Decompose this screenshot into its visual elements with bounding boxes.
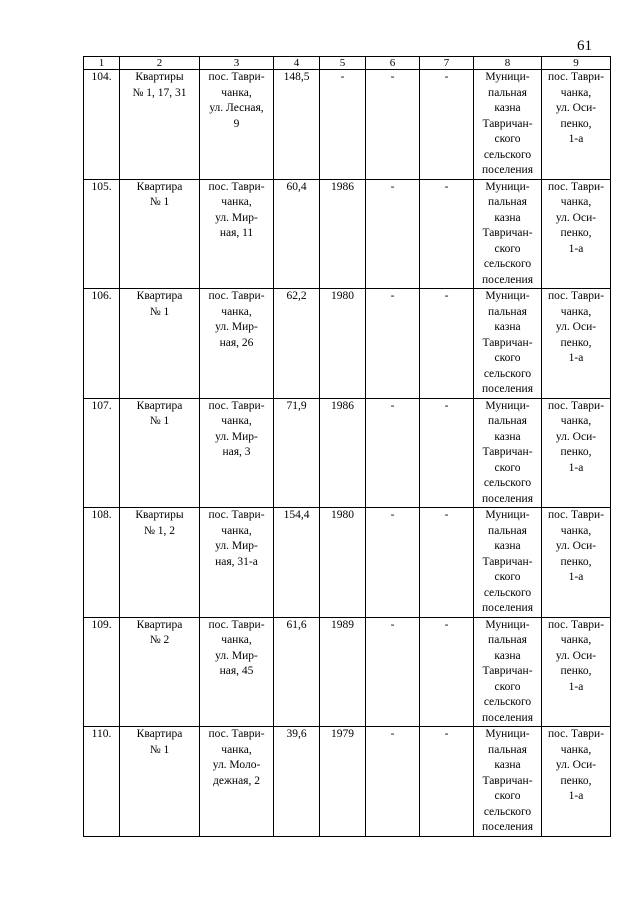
- column-6-cell: -: [366, 179, 420, 289]
- holder-cell-line: ул. Оси-: [555, 321, 597, 333]
- column-7-cell: -: [420, 727, 474, 837]
- owner-cell-line: казна: [494, 211, 521, 224]
- address-cell-line: пос. Таври-: [208, 728, 265, 740]
- object-name-cell-line: № 2: [149, 634, 170, 646]
- owner-cell-line: ского: [494, 352, 521, 364]
- owner-cell-line: пальная: [488, 196, 527, 208]
- address-cell-line: чанка,: [221, 634, 252, 646]
- holder-cell-line: пос. Таври-: [547, 290, 605, 302]
- owner-cell: [474, 398, 542, 508]
- holder-cell-line: чанка,: [560, 305, 592, 318]
- holder-cell-line: пос. Таври-: [547, 180, 605, 193]
- area-cell: 61,6: [274, 617, 320, 727]
- address-cell-line: ул. Мир-: [215, 321, 258, 333]
- owner-cell-line: Муници-: [485, 290, 530, 302]
- owner-cell-line: пальная: [488, 634, 527, 646]
- holder-cell-line: 1-а: [568, 680, 584, 693]
- owner-cell-line: поселения: [482, 602, 533, 614]
- column-6-cell: -: [366, 289, 420, 399]
- year-cell: 1980: [320, 508, 366, 618]
- owner-cell-line: ского: [494, 790, 521, 802]
- address-cell-line: чанка,: [221, 524, 252, 537]
- object-name-cell: [120, 508, 200, 618]
- owner-cell-line: казна: [494, 540, 521, 552]
- holder-cell: [542, 617, 611, 727]
- owner-cell-line: сельского: [483, 805, 532, 818]
- owner-cell-line: ского: [494, 571, 521, 583]
- owner-cell-line: сельского: [483, 258, 532, 270]
- address-cell-line: ул. Мир-: [215, 540, 258, 552]
- owner-cell-line: сельского: [483, 148, 532, 161]
- owner-cell-line: пальная: [488, 524, 527, 537]
- year-cell: 1980: [320, 289, 366, 399]
- column-6-cell: -: [366, 617, 420, 727]
- address-cell-line: 9: [233, 117, 240, 130]
- owner-cell-line: Муници-: [485, 618, 530, 631]
- column-7-cell: -: [420, 398, 474, 508]
- address-cell-line: ул. Моло-: [212, 759, 261, 771]
- object-name-cell-line: № 1, 17, 31: [132, 86, 187, 99]
- address-cell-line: ул. Лесная,: [209, 102, 264, 114]
- column-6-cell: -: [366, 727, 420, 837]
- owner-cell-line: сельского: [483, 696, 532, 708]
- holder-cell-line: пенко,: [560, 555, 592, 568]
- holder-cell-line: ул. Оси-: [555, 759, 597, 771]
- holder-cell-line: ул. Оси-: [555, 430, 597, 443]
- object-name-cell-line: № 1: [149, 196, 170, 208]
- owner-cell-line: Муници-: [485, 399, 530, 412]
- address-cell-line: дежная, 2: [213, 774, 260, 787]
- holder-cell-line: ул. Оси-: [555, 211, 597, 224]
- property-registry-table: [83, 56, 611, 837]
- object-name-cell-line: № 1, 2: [143, 524, 176, 537]
- owner-cell: [474, 70, 542, 180]
- address-cell-line: пос. Таври-: [208, 509, 265, 521]
- owner-cell-line: казна: [494, 102, 521, 114]
- owner-cell-line: поселения: [482, 821, 533, 833]
- holder-cell-line: чанка,: [560, 415, 592, 427]
- object-name-cell-line: Квартира: [136, 290, 183, 302]
- owner-cell-line: поселения: [482, 164, 533, 176]
- holder-cell-line: 1-а: [568, 461, 584, 474]
- column-header: 5: [320, 57, 366, 70]
- column-7-cell: -: [420, 70, 474, 180]
- owner-cell-line: Муници-: [485, 71, 530, 83]
- owner-cell-line: Тавричан-: [482, 774, 533, 787]
- holder-cell-line: 1-а: [568, 242, 584, 255]
- column-6-cell: -: [366, 70, 420, 180]
- holder-cell-line: пос. Таври-: [547, 399, 605, 412]
- holder-cell-line: пос. Таври-: [547, 728, 605, 740]
- owner-cell-line: Муници-: [485, 728, 530, 740]
- holder-cell-line: пос. Таври-: [547, 509, 605, 521]
- column-7-cell: -: [420, 179, 474, 289]
- holder-cell-line: ул. Оси-: [555, 102, 597, 114]
- area-cell: 148,5: [274, 70, 320, 180]
- owner-cell-line: Муници-: [485, 509, 530, 521]
- holder-cell-line: 1-а: [568, 571, 584, 583]
- object-name-cell-line: № 1: [149, 305, 170, 318]
- table-row: [84, 70, 611, 180]
- area-cell: 62,2: [274, 289, 320, 399]
- object-name-cell-line: Квартира: [136, 180, 183, 193]
- column-header: 3: [200, 57, 274, 70]
- column-7-cell: -: [420, 617, 474, 727]
- holder-cell-line: чанка,: [560, 743, 592, 756]
- owner-cell-line: ского: [494, 680, 521, 693]
- owner-cell-line: казна: [494, 430, 521, 443]
- address-cell-line: пос. Таври-: [208, 290, 265, 302]
- object-name-cell-line: Квартира: [136, 728, 183, 740]
- table-row: [84, 179, 611, 289]
- object-name-cell: [120, 617, 200, 727]
- address-cell-line: чанка,: [221, 86, 252, 99]
- owner-cell-line: Тавричан-: [482, 555, 533, 568]
- holder-cell-line: пенко,: [560, 227, 592, 239]
- address-cell-line: пос. Таври-: [208, 399, 265, 412]
- object-name-cell: [120, 289, 200, 399]
- table-row: [84, 289, 611, 399]
- table-row: [84, 617, 611, 727]
- row-number-cell: 108.: [84, 508, 120, 618]
- object-name-cell: [120, 727, 200, 837]
- owner-cell-line: казна: [494, 649, 521, 662]
- holder-cell-line: чанка,: [560, 524, 592, 537]
- address-cell-line: ная, 11: [219, 227, 254, 239]
- owner-cell-line: поселения: [482, 383, 533, 395]
- holder-cell-line: ул. Оси-: [555, 649, 597, 662]
- owner-cell-line: Муници-: [485, 180, 530, 193]
- address-cell: [200, 508, 274, 618]
- address-cell: [200, 727, 274, 837]
- address-cell: [200, 398, 274, 508]
- holder-cell-line: 1-а: [568, 790, 584, 802]
- owner-cell-line: казна: [494, 759, 521, 771]
- table-row: [84, 398, 611, 508]
- year-cell: 1986: [320, 398, 366, 508]
- area-cell: 39,6: [274, 727, 320, 837]
- column-header: 4: [274, 57, 320, 70]
- object-name-cell: [120, 70, 200, 180]
- holder-cell-line: чанка,: [560, 86, 592, 99]
- object-name-cell-line: № 1: [149, 415, 170, 427]
- address-cell-line: ная, 31-а: [215, 555, 258, 568]
- row-number-cell: 106.: [84, 289, 120, 399]
- owner-cell-line: сельского: [483, 367, 532, 380]
- owner-cell: [474, 617, 542, 727]
- table-row: [84, 727, 611, 837]
- object-name-cell-line: Квартира: [136, 399, 183, 412]
- owner-cell-line: ского: [494, 242, 521, 255]
- address-cell-line: чанка,: [221, 415, 252, 427]
- column-header: 9: [542, 57, 611, 70]
- object-name-cell-line: № 1: [149, 743, 170, 756]
- address-cell-line: чанка,: [221, 743, 252, 756]
- page-number: 61: [577, 38, 592, 54]
- area-cell: 71,9: [274, 398, 320, 508]
- owner-cell: [474, 727, 542, 837]
- owner-cell-line: поселения: [482, 492, 533, 505]
- row-number-cell: 104.: [84, 70, 120, 180]
- holder-cell: [542, 508, 611, 618]
- holder-cell: [542, 398, 611, 508]
- column-header: 8: [474, 57, 542, 70]
- owner-cell-line: поселения: [482, 711, 533, 724]
- owner-cell-line: Тавричан-: [482, 227, 533, 239]
- holder-cell: [542, 289, 611, 399]
- address-cell-line: пос. Таври-: [208, 180, 265, 193]
- owner-cell: [474, 508, 542, 618]
- column-7-cell: -: [420, 289, 474, 399]
- object-name-cell-line: Квартиры: [135, 71, 184, 83]
- column-header: 2: [120, 57, 200, 70]
- address-cell-line: ул. Мир-: [215, 649, 258, 662]
- owner-cell-line: пальная: [488, 305, 527, 318]
- owner-cell: [474, 179, 542, 289]
- row-number-cell: 110.: [84, 727, 120, 837]
- owner-cell-line: сельского: [483, 586, 532, 599]
- holder-cell: [542, 70, 611, 180]
- table-row: [84, 508, 611, 618]
- holder-cell: [542, 727, 611, 837]
- owner-cell-line: пальная: [488, 743, 527, 756]
- holder-cell-line: пенко,: [560, 665, 592, 677]
- holder-cell-line: пенко,: [560, 774, 592, 787]
- address-cell: [200, 289, 274, 399]
- address-cell-line: пос. Таври-: [208, 71, 265, 83]
- address-cell-line: ул. Мир-: [215, 211, 258, 224]
- owner-cell-line: казна: [494, 321, 521, 333]
- row-number-cell: 109.: [84, 617, 120, 727]
- owner-cell-line: ского: [494, 133, 521, 145]
- holder-cell-line: пенко,: [560, 446, 592, 458]
- owner-cell-line: Тавричан-: [482, 665, 533, 677]
- area-cell: 60,4: [274, 179, 320, 289]
- holder-cell-line: чанка,: [560, 196, 592, 208]
- address-cell: [200, 179, 274, 289]
- year-cell: 1979: [320, 727, 366, 837]
- column-6-cell: -: [366, 508, 420, 618]
- owner-cell: [474, 289, 542, 399]
- holder-cell-line: чанка,: [560, 634, 592, 646]
- address-cell: [200, 70, 274, 180]
- column-header: 6: [366, 57, 420, 70]
- holder-cell-line: 1-а: [568, 133, 584, 145]
- year-cell: 1986: [320, 179, 366, 289]
- address-cell-line: ул. Мир-: [215, 430, 258, 443]
- column-header: 7: [420, 57, 474, 70]
- column-7-cell: -: [420, 508, 474, 618]
- object-name-cell-line: Квартиры: [135, 509, 184, 521]
- holder-cell: [542, 179, 611, 289]
- address-cell-line: пос. Таври-: [208, 618, 265, 631]
- row-number-cell: 107.: [84, 398, 120, 508]
- object-name-cell: [120, 179, 200, 289]
- year-cell: 1989: [320, 617, 366, 727]
- address-cell-line: ная, 45: [219, 665, 254, 677]
- owner-cell-line: Тавричан-: [482, 117, 533, 130]
- address-cell-line: ная, 26: [219, 336, 254, 349]
- holder-cell-line: пенко,: [560, 336, 592, 349]
- holder-cell-line: пенко,: [560, 117, 592, 130]
- address-cell-line: чанка,: [221, 196, 252, 208]
- row-number-cell: 105.: [84, 179, 120, 289]
- owner-cell-line: сельского: [483, 477, 532, 489]
- holder-cell-line: пос. Таври-: [547, 71, 605, 83]
- column-6-cell: -: [366, 398, 420, 508]
- holder-cell-line: ул. Оси-: [555, 540, 597, 552]
- address-cell-line: чанка,: [221, 305, 252, 318]
- owner-cell-line: поселения: [482, 273, 533, 286]
- owner-cell-line: пальная: [488, 415, 527, 427]
- holder-cell-line: 1-а: [568, 352, 584, 364]
- area-cell: 154,4: [274, 508, 320, 618]
- address-cell-line: ная, 3: [222, 446, 251, 458]
- column-header: 1: [84, 57, 120, 70]
- year-cell: -: [320, 70, 366, 180]
- object-name-cell-line: Квартира: [136, 618, 183, 631]
- owner-cell-line: Тавричан-: [482, 336, 533, 349]
- object-name-cell: [120, 398, 200, 508]
- owner-cell-line: Тавричан-: [482, 446, 533, 458]
- address-cell: [200, 617, 274, 727]
- owner-cell-line: ского: [494, 461, 521, 474]
- holder-cell-line: пос. Таври-: [547, 618, 605, 631]
- owner-cell-line: пальная: [488, 86, 527, 99]
- header-row: [84, 57, 611, 70]
